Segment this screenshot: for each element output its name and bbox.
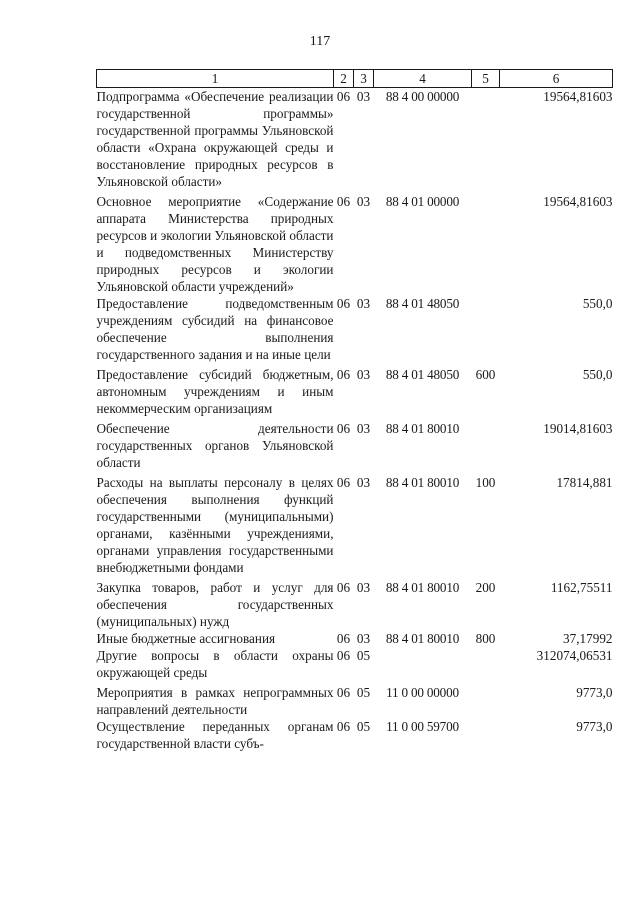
row-expense-type [472, 88, 500, 191]
row-amount: 17814,881 [556, 475, 613, 490]
row-amount: 1162,75511 [550, 580, 613, 595]
header-col-3: 3 [354, 70, 374, 88]
row-subsection: 03 [356, 89, 371, 104]
row-target-code: 88 4 01 80010 [385, 475, 460, 490]
row-name: Подпрограмма «Обеспечение реализации государственной программы» государственной программы Ульяновской области «Охрана окружающей среды и восстановление природных ресурсов в Ульяновской области» [96, 89, 334, 189]
row-expense-type [472, 417, 500, 471]
row-expense-type: 100 [475, 475, 496, 490]
row-subsection: 03 [356, 631, 371, 646]
row-subsection: 03 [356, 580, 371, 595]
row-section: 06 [336, 631, 351, 646]
row-section: 06 [336, 648, 351, 663]
row-name: Предоставление субсидий бюджетным, автономным учреждениям и иным некоммерческим организациям [96, 367, 334, 416]
row-subsection: 03 [356, 475, 371, 490]
row-section: 06 [336, 475, 351, 490]
row-expense-type [472, 647, 500, 681]
row-target-code: 88 4 00 00000 [385, 89, 460, 104]
row-expense-type [472, 681, 500, 718]
row-amount: 19564,81603 [543, 194, 613, 209]
row-expense-type [472, 718, 500, 752]
row-target-code: 88 4 01 00000 [385, 194, 460, 209]
row-target-code: 88 4 01 80010 [385, 631, 460, 646]
row-subsection: 03 [356, 421, 371, 436]
row-amount: 9773,0 [576, 685, 613, 700]
row-name: Предоставление подведомственным учреждениям субсидий на финансовое обеспечение выполнения государственного задания и на иные цели [96, 296, 334, 362]
budget-table [96, 69, 613, 752]
row-section: 06 [336, 685, 351, 700]
row-amount: 9773,0 [576, 719, 613, 734]
row-subsection: 05 [356, 719, 371, 734]
header-col-2: 2 [334, 70, 354, 88]
row-name: Основное мероприятие «Содержание аппарата Министерства природных ресурсов и экологии Ульяновской области и подведомственных Министерству природных ресурсов и экологии Ульяновской области учреждений» [96, 194, 334, 294]
row-amount: 37,17992 [563, 631, 613, 646]
row-target-code: 88 4 01 48050 [385, 367, 460, 382]
table-row [97, 576, 613, 630]
row-target-code: 88 4 01 80010 [385, 421, 460, 436]
row-target-code [374, 647, 472, 681]
header-col-1: 1 [97, 70, 334, 88]
table-row [97, 417, 613, 471]
row-amount: 550,0 [582, 296, 613, 311]
row-amount: 312074,06531 [536, 648, 613, 663]
table-row [97, 471, 613, 576]
row-subsection: 03 [356, 194, 371, 209]
row-target-code: 88 4 01 80010 [385, 580, 460, 595]
row-section: 06 [336, 194, 351, 209]
table-row [97, 295, 613, 363]
row-expense-type: 800 [475, 631, 496, 646]
row-name: Другие вопросы в области охраны окружающей среды [96, 648, 334, 680]
row-section: 06 [336, 421, 351, 436]
table-row [97, 718, 613, 752]
table-row [97, 88, 613, 191]
row-name: Осуществление переданных органам государственной власти субъ- [96, 719, 334, 751]
row-subsection: 05 [356, 648, 371, 663]
row-target-code: 88 4 01 48050 [385, 296, 460, 311]
row-subsection: 03 [356, 296, 371, 311]
row-amount: 19014,81603 [543, 421, 613, 436]
row-amount: 19564,81603 [543, 89, 613, 104]
row-target-code: 11 0 00 00000 [386, 685, 459, 700]
table-row [97, 630, 613, 647]
row-subsection: 03 [356, 367, 371, 382]
row-section: 06 [336, 296, 351, 311]
row-expense-type: 200 [475, 580, 496, 595]
table-row [97, 190, 613, 295]
table-row [97, 647, 613, 681]
row-section: 06 [336, 367, 351, 382]
table-row [97, 363, 613, 417]
row-section: 06 [336, 89, 351, 104]
row-amount: 550,0 [582, 367, 613, 382]
table-row [97, 681, 613, 718]
row-name: Закупка товаров, работ и услуг для обеспечения государственных (муниципальных) нужд [96, 580, 334, 629]
header-col-5: 5 [472, 70, 500, 88]
table-header-row [97, 70, 613, 88]
row-name: Мероприятия в рамках непрограммных направлений деятельности [96, 685, 334, 717]
row-name: Расходы на выплаты персоналу в целях обеспечения выполнения функций государственными (муниципальными) органами, казёнными учреждениями, органами управления государственными внебюджетными фондами [96, 475, 334, 575]
row-expense-type: 600 [475, 367, 496, 382]
row-expense-type [472, 190, 500, 295]
row-section: 06 [336, 719, 351, 734]
row-section: 06 [336, 580, 351, 595]
row-target-code: 11 0 00 59700 [386, 719, 459, 734]
page-number: 117 [309, 34, 331, 49]
header-col-4: 4 [374, 70, 472, 88]
row-name: Обеспечение деятельности государственных органов Ульяновской области [96, 421, 334, 470]
header-col-6: 6 [500, 70, 613, 88]
row-expense-type [472, 295, 500, 363]
row-subsection: 05 [356, 685, 371, 700]
row-name: Иные бюджетные ассигнования [96, 631, 276, 646]
